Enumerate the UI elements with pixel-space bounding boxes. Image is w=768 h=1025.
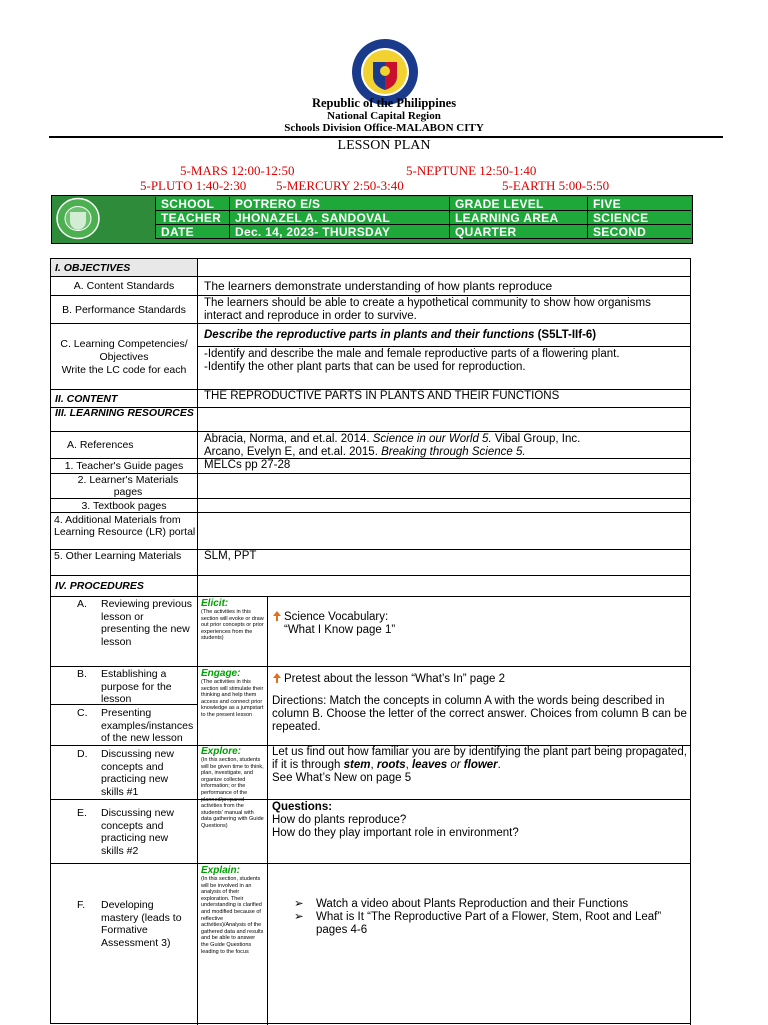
school-value: POTRERO E/S (229, 197, 449, 211)
explore-title: Explore: (201, 746, 242, 757)
arrow-bullet-icon (272, 673, 282, 683)
whats-new-text: See What’s New on page 5 (272, 772, 412, 784)
competency-code: (S5LT-IIf-6) (534, 329, 597, 341)
grade-value: FIVE (587, 197, 691, 211)
procedure-e-text: Discussing new concepts and practicing new skills #2 (101, 807, 174, 857)
vocabulary-line (272, 611, 690, 624)
pretest-text: Pretest about the lesson “What’s In” page 2 (284, 673, 505, 685)
engage-phase (198, 667, 268, 746)
competencies-label (51, 324, 198, 390)
competencies-label-line1: C. Learning Competencies/ (60, 338, 188, 350)
procedure-d-text: Discussing new concepts and practicing new skills #1 (101, 748, 174, 798)
procedure-b-letter: B. (77, 668, 87, 680)
objectives-blank (198, 259, 691, 277)
school-label: SCHOOL (155, 197, 229, 211)
period: . (497, 759, 501, 771)
engage-description: (The activities in this section will stimulate their thinking and help them access and connect prior knowledge as a jumpstart to the present lesson (201, 679, 264, 718)
competency-objectives (198, 347, 691, 390)
roots-term: roots (376, 759, 406, 771)
explain-description: (In this section, students will be involved in an analysis of their exploration. Their understanding is clarified and modified because of reflective activities)/Analysis of the gathered data and results and be able to answer the Guide Questions leading to the focus (201, 876, 264, 955)
procedure-a-label (51, 597, 198, 667)
procedure-f-content (268, 864, 691, 1025)
quarter-label: QUARTER (449, 225, 587, 239)
other-materials-value: SLM, PPT (198, 550, 691, 576)
arrow-bullet-icon (272, 611, 282, 621)
additional-materials-value (198, 513, 691, 550)
date-value: Dec. 14, 2023- THURSDAY (229, 225, 449, 239)
reference-1-title: Science in our World 5. (372, 433, 492, 445)
competencies-label-line3: Write the LC code for each (61, 364, 187, 376)
grade-label: GRADE LEVEL (449, 197, 587, 211)
reference-1 (204, 433, 690, 446)
lesson-plan-table (50, 258, 691, 1024)
propagation-intro: Let us find out how familiar you are by identifying the plant part being propagated, if it is through (272, 746, 687, 771)
procedure-f-label (51, 864, 198, 1025)
references-label: A. References (51, 432, 198, 459)
teachers-guide-value: MELCs pp 27-28 (198, 459, 691, 474)
date-label: DATE (155, 225, 229, 239)
video-item (294, 898, 690, 911)
procedure-b-text: Establishing a purpose for the lesson (101, 668, 172, 705)
explore-phase (198, 746, 268, 829)
reference-2-authors: Arcano, Evelyn E, and et.al. 2015. (204, 446, 382, 458)
schedule-mercury: 5-MERCURY 2:50-3:40 (276, 178, 404, 193)
references-value (198, 432, 691, 459)
schedule-neptune: 5-NEPTUNE 12:50-1:40 (406, 163, 537, 178)
region-heading: National Capital Region (327, 110, 441, 122)
question-1: How do plants reproduce? (272, 814, 407, 826)
engage-title: Engage: (201, 668, 241, 679)
procedure-a-letter: A. (77, 598, 87, 610)
procedure-a-text: Reviewing previous lesson or presenting the new lesson (101, 598, 193, 648)
elicit-title: Elicit: (201, 598, 229, 609)
republic-heading: Republic of the Philippines (311, 96, 457, 110)
additional-materials-label: 4. Additional Materials from Learning Resource (LR) portal (51, 513, 198, 550)
division-heading: Schools Division Office-MALABON CITY (284, 122, 484, 134)
textbook-label: 3. Textbook pages (51, 499, 198, 513)
procedure-e-label (51, 800, 198, 864)
explain-phase (198, 864, 268, 1025)
arrowhead-bullet-icon: ➢ (294, 911, 304, 923)
competency-main-text: Describe the reproductive parts in plants and their functions (204, 329, 535, 341)
procedure-f-text: Developing mastery (leads to Formative Assessment 3) (101, 899, 182, 949)
content-value: THE REPRODUCTIVE PARTS IN PLANTS AND THEIR FUNCTIONS (198, 390, 691, 408)
explore-description: (In this section, students will be given time to think, plan, investigate, and organize collected information; or the performance of the planned/prepared activities from the students' manual with data gathering with Guide Questions) (201, 757, 264, 829)
reference-1-publisher: Vibal Group, Inc. (491, 433, 581, 445)
schedule-earth: 5-EARTH 5:00-5:50 (502, 178, 610, 193)
document-title: LESSON PLAN (337, 138, 431, 153)
reference-2-title: Breaking through Science 5. (381, 446, 526, 458)
vocabulary-text: Science Vocabulary: (284, 611, 389, 623)
competency-main (198, 324, 691, 347)
procedure-e-letter: E. (77, 807, 87, 819)
procedure-f-letter: F. (77, 899, 86, 911)
area-value: SCIENCE (587, 211, 691, 225)
objectives-heading: I. OBJECTIVES (51, 259, 198, 277)
performance-standards-value: The learners should be able to create a hypothetical community to show how organisms interact and reproduce in order to survive. (198, 296, 691, 324)
what-is-it-item-text: What is It “The Reproductive Part of a Flower, Stem, Root and Leaf” pages 4-6 (316, 911, 662, 936)
content-standards-label: A. Content Standards (51, 277, 198, 296)
comma-1: , (370, 759, 377, 771)
schedule-pluto: 5-PLUTO 1:40-2:30 (140, 178, 247, 193)
teacher-value: JHONAZEL A. SANDOVAL (229, 211, 449, 225)
video-item-text: Watch a video about Plants Reproduction and their Functions (316, 898, 629, 910)
procedure-bc-content (268, 667, 691, 746)
procedure-d-letter: D. (77, 748, 88, 760)
reference-1-authors: Abracia, Norma, and et.al. 2014. (204, 433, 373, 445)
teachers-guide-label: 1. Teacher's Guide pages (51, 459, 198, 474)
directions-text: Directions: Match the concepts in column A with the words being described in column B. Choose the letter of the correct answer. Choices from column B can be repeated. (272, 695, 687, 733)
comma-2: , (405, 759, 412, 771)
stem-term: stem (343, 759, 371, 771)
pretest-line (272, 673, 690, 686)
procedures-blank (198, 576, 691, 597)
quarter-value: SECOND (587, 225, 691, 239)
questions-heading: Questions: (272, 801, 333, 813)
explain-title: Explain: (201, 865, 240, 876)
other-materials-label: 5. Other Learning Materials (51, 550, 198, 576)
resources-heading: III. LEARNING RESOURCES (51, 408, 198, 432)
flower-term: flower (463, 759, 498, 771)
procedure-c-text: Presenting examples/instances of the new lesson (101, 707, 194, 744)
learners-materials-value (198, 474, 691, 499)
procedure-a-content (268, 597, 691, 667)
explore-phase-continued (198, 800, 268, 864)
arrowhead-bullet-icon: ➢ (294, 898, 304, 910)
content-standards-value: The learners demonstrate understanding of how plants reproduce (198, 277, 691, 296)
elicit-description: (The activities in this section will evoke or draw out prior concepts or prior experiences from the students) (201, 609, 264, 642)
objective-2: -Identify the other plant parts that can be used for reproduction. (204, 361, 526, 373)
textbook-value (198, 499, 691, 513)
procedure-d-content (268, 746, 691, 800)
procedure-c-letter: C. (77, 707, 88, 719)
question-2: How do they play important role in environment? (272, 827, 519, 839)
performance-standards-label: B. Performance Standards (51, 296, 198, 324)
elicit-phase (198, 597, 268, 667)
teacher-label: TEACHER (155, 211, 229, 225)
procedures-heading: IV. PROCEDURES (51, 576, 198, 597)
what-i-know-text: “What I Know page 1” (284, 624, 396, 636)
resources-blank (198, 408, 691, 432)
area-label: LEARNING AREA (449, 211, 587, 225)
info-table (51, 195, 693, 244)
leaves-term: leaves (411, 759, 448, 771)
objective-1: -Identify and describe the male and female reproductive parts of a flowering plant. (204, 348, 620, 360)
reference-2 (204, 446, 690, 459)
competencies-label-line2: Objectives (99, 351, 149, 363)
procedure-d-label (51, 746, 198, 800)
learners-materials-label: 2. Learner's Materials pages (51, 474, 198, 499)
content-heading: II. CONTENT (51, 390, 198, 408)
propagation-text (272, 746, 690, 772)
deped-seal-icon (55, 197, 101, 240)
procedure-b-label (51, 667, 198, 705)
or-word: or (447, 759, 464, 771)
procedure-c-label (51, 705, 198, 746)
procedure-e-content (268, 800, 691, 864)
what-is-it-item (294, 911, 690, 937)
schedule-mars: 5-MARS 12:00-12:50 (180, 163, 295, 178)
